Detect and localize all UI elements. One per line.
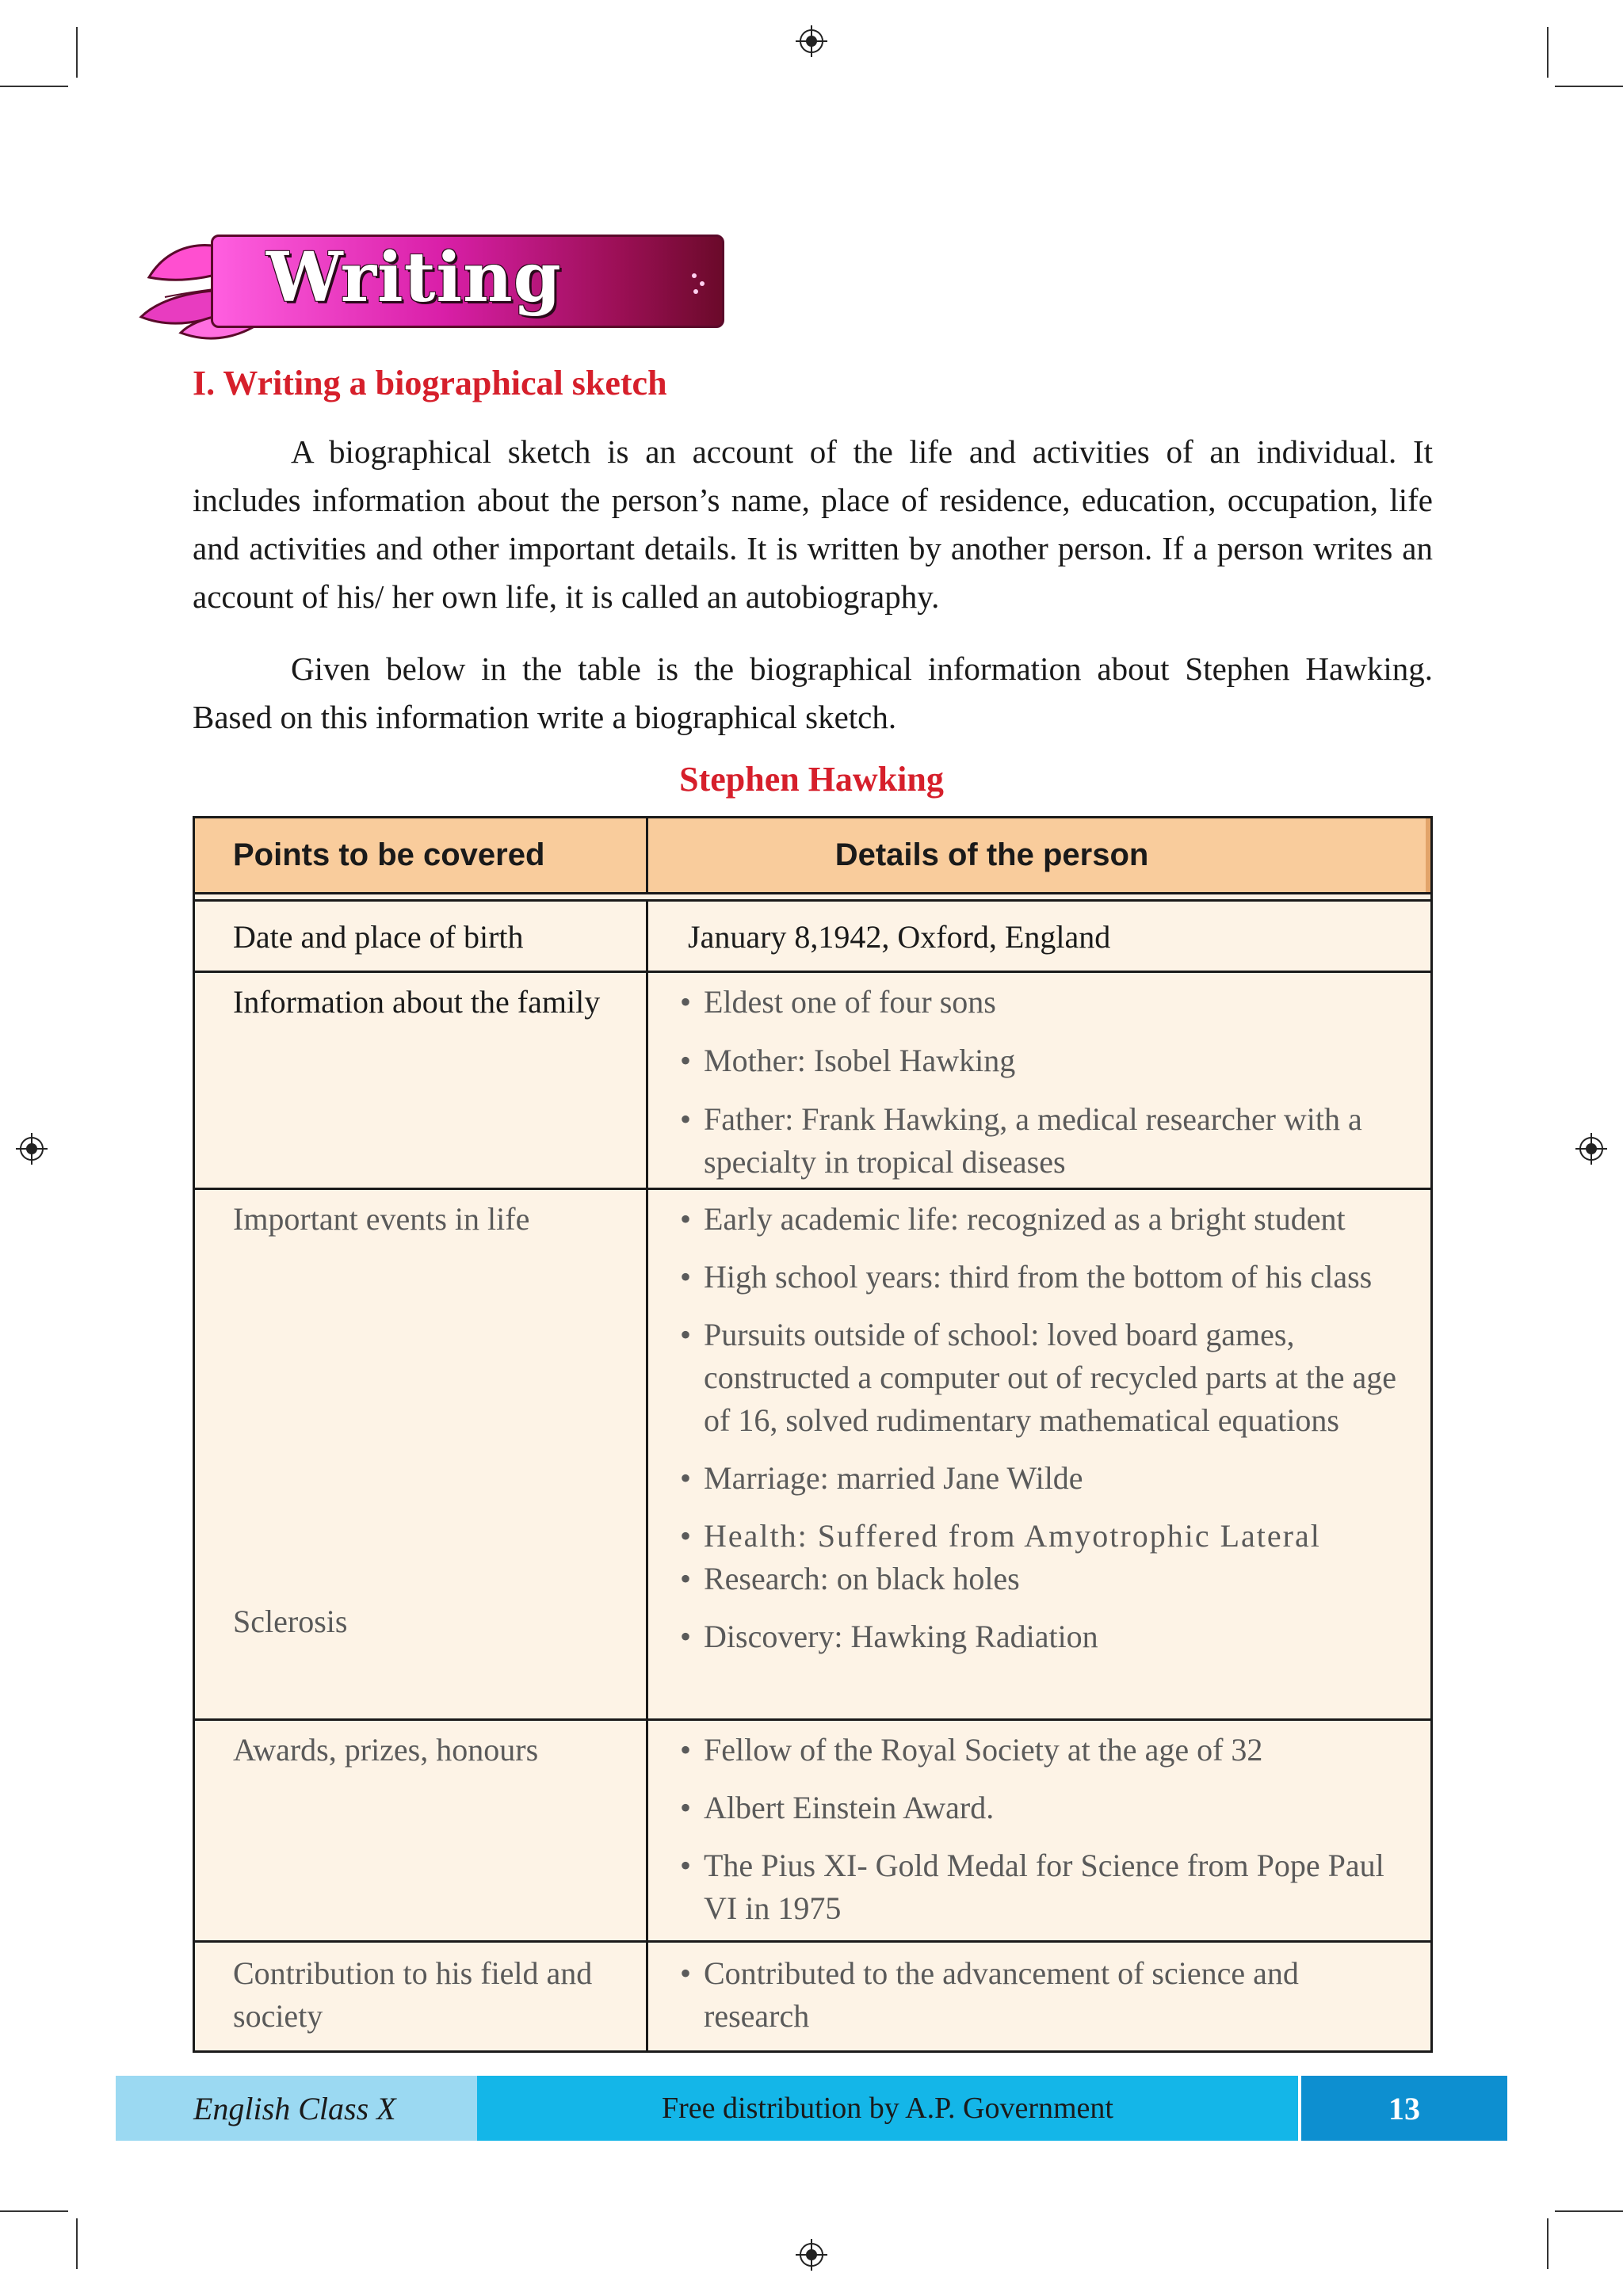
row-detail: • Early academic life: recognized as a bright student <box>680 1198 1399 1241</box>
registration-mark-icon <box>1575 1133 1607 1165</box>
row-detail: • High school years: third from the bottom of his class <box>680 1256 1399 1299</box>
registration-mark-icon <box>16 1133 48 1165</box>
page-number: 13 <box>1301 2076 1507 2141</box>
row-detail: • Pursuits outside of school: loved board games, constructed a computer out of recycled parts at the age of 16, solved rudimentary mathematical equations <box>680 1314 1399 1442</box>
paragraph-text: A biographical sketch is an account of the life and activities of an individual. It includes information about the person’s name, place of residence, education, occupation, life and activities and other important details. It is written by another person. If a person writes an account of his/ her own life, it is called an autobiography. <box>193 433 1433 615</box>
row-detail: • Contributed to the advancement of science and research <box>680 1952 1399 2038</box>
table-row <box>195 973 1430 1190</box>
row-detail: • Eldest one of four sons <box>680 981 1399 1024</box>
paragraph-instruction <box>193 645 1433 742</box>
biography-table <box>193 816 1433 2053</box>
sparkle-icon <box>688 269 712 301</box>
table-row <box>195 1943 1430 2050</box>
crop-mark <box>76 2218 78 2269</box>
footer-book-title: English Class X <box>116 2076 477 2141</box>
crop-mark <box>76 27 78 78</box>
row-point: Contribution to his field and society <box>233 1955 593 2034</box>
row-point: Date and place of birth <box>233 919 524 955</box>
table-row <box>195 1190 1430 1721</box>
header-details: Details of the person <box>648 818 1430 892</box>
crop-mark <box>1547 27 1549 78</box>
row-detail: • Health: Suffered from Amyotrophic Lateral <box>680 1515 1399 1558</box>
row-detail: • Research: on black holes <box>680 1558 1399 1600</box>
registration-mark-icon <box>796 25 827 57</box>
row-point: Information about the family <box>233 984 601 1020</box>
crop-mark <box>0 2210 68 2212</box>
table-header-row <box>195 818 1430 894</box>
row-detail: • Discovery: Hawking Radiation <box>680 1615 1399 1658</box>
table-row <box>195 902 1430 973</box>
header-points: Points to be covered <box>195 818 648 892</box>
row-point: Awards, prizes, honours <box>233 1732 539 1768</box>
paragraph-intro <box>193 428 1433 621</box>
table-title: Stephen Hawking <box>679 760 944 799</box>
crop-mark <box>0 86 68 87</box>
crop-mark <box>1555 86 1623 87</box>
page-footer <box>116 2076 1507 2141</box>
crop-mark <box>1555 2210 1623 2212</box>
row-detail: • Mother: Isobel Hawking <box>680 1039 1399 1082</box>
row-detail: • Marriage: married Jane Wilde <box>680 1457 1399 1500</box>
row-detail: • Albert Einstein Award. <box>680 1787 1399 1829</box>
section-heading: I. Writing a biographical sketch <box>193 364 667 402</box>
row-detail: January 8,1942, Oxford, England <box>688 919 1111 955</box>
row-detail: • Father: Frank Hawking, a medical researcher with a specialty in tropical diseases <box>680 1098 1399 1184</box>
row-point-continuation: Sclerosis <box>233 1604 348 1639</box>
registration-mark-icon <box>796 2239 827 2271</box>
footer-distribution: Free distribution by A.P. Government <box>477 2076 1298 2141</box>
crop-mark <box>1547 2218 1549 2269</box>
row-point: Important events in life <box>233 1201 530 1237</box>
row-detail: • The Pius XI- Gold Medal for Science from Pope Paul VI in 1975 <box>680 1844 1399 1930</box>
paragraph-text: Given below in the table is the biographical information about Stephen Hawking. Based on this information write a biographical sketch. <box>193 650 1433 735</box>
row-detail: • Fellow of the Royal Society at the age of 32 <box>680 1729 1399 1772</box>
table-gap <box>195 894 1430 902</box>
banner-title: Writing <box>266 238 562 318</box>
table-row <box>195 1721 1430 1943</box>
writing-banner <box>133 230 593 341</box>
